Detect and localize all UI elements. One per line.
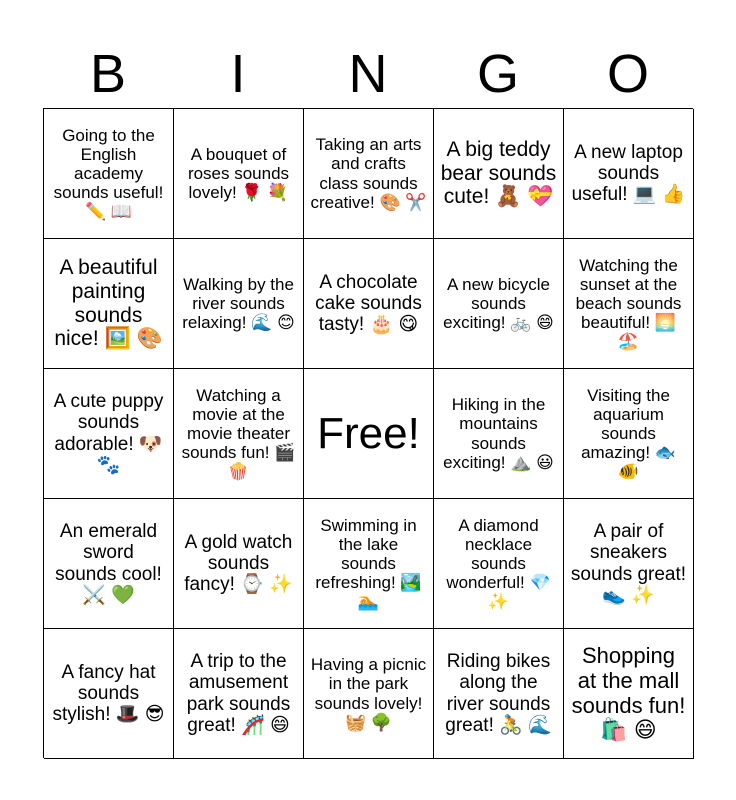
bingo-cell[interactable] [304, 499, 434, 629]
bingo-cell[interactable] [564, 239, 694, 369]
cell-text: A fancy hat sounds stylish! 🎩 😎 [52, 661, 165, 726]
cell-text: Watching a movie at the movie theater sounds fun! 🎬 🍿 [181, 385, 296, 482]
bingo-cell[interactable] [564, 499, 694, 629]
bingo-header [43, 40, 693, 108]
bingo-cell[interactable] [564, 369, 694, 499]
cell-text: A trip to the amusement park sounds great! 🎢 😄 [186, 650, 291, 736]
cell-text: A new laptop sounds useful! 💻 👍 [571, 141, 686, 206]
cell-text: Having a picnic in the park sounds lovely! 🧺 🌳 [310, 655, 427, 732]
cell-text: Riding bikes along the river sounds great! 🚴 🌊 [445, 650, 552, 736]
bingo-cell[interactable] [44, 629, 174, 759]
cell-text: A new bicycle sounds exciting! 🚲 😄 [443, 274, 554, 333]
cell-text: A chocolate cake sounds tasty! 🎂 😋 [315, 271, 422, 336]
bingo-board [43, 108, 693, 758]
cell-text: Taking an arts and crafts class sounds creative! 🎨 ✂️ [310, 135, 427, 212]
bingo-cell[interactable] [174, 369, 304, 499]
bingo-cell[interactable] [434, 629, 564, 759]
cell-text: A pair of sneakers sounds great! 👟 ✨ [570, 520, 687, 606]
bingo-cell[interactable] [304, 629, 434, 759]
bingo-cell[interactable] [434, 499, 564, 629]
bingo-cell[interactable] [44, 369, 174, 499]
header-letter-b: B [89, 44, 127, 104]
bingo-cell[interactable] [174, 239, 304, 369]
header-letter-i: I [230, 44, 246, 104]
cell-text: An emerald sword sounds cool! ⚔️ 💚 [55, 520, 162, 606]
bingo-cell[interactable] [304, 109, 434, 239]
bingo-cell[interactable] [434, 239, 564, 369]
cell-text: Shopping at the mall sounds fun! 🛍️ 😄 [571, 643, 686, 743]
header-letter-n: N [348, 44, 388, 104]
bingo-cell[interactable] [434, 369, 564, 499]
cell-text: Hiking in the mountains sounds exciting! ⛰️ 😃 [443, 395, 554, 472]
cell-text: A diamond necklace sounds wonderful! 💎 ✨ [446, 515, 551, 612]
cell-text: A big teddy bear sounds cute! 🧸 💝 [440, 138, 557, 209]
bingo-cell[interactable] [174, 629, 304, 759]
bingo-cell[interactable] [434, 109, 564, 239]
free-space-cell[interactable] [304, 369, 434, 499]
bingo-cell[interactable] [44, 239, 174, 369]
header-letter-o: O [606, 44, 649, 104]
cell-text: Visiting the aquarium sounds amazing! 🐟 🐠 [581, 385, 676, 482]
bingo-cell[interactable] [304, 239, 434, 369]
bingo-cell[interactable] [564, 109, 694, 239]
cell-text: A cute puppy sounds adorable! 🐶 🐾 [53, 390, 164, 476]
cell-text: Going to the English academy sounds useful! ✏️ 📖 [53, 125, 164, 222]
cell-text: Swimming in the lake sounds refreshing! 🏞️ 🏊 [315, 515, 422, 612]
bingo-cell[interactable] [44, 499, 174, 629]
bingo-cell[interactable] [44, 109, 174, 239]
bingo-cell[interactable] [564, 629, 694, 759]
cell-text: A beautiful painting sounds nice! 🖼️ 🎨 [54, 256, 163, 351]
cell-text: Walking by the river sounds relaxing! 🌊 😊 [182, 274, 295, 333]
bingo-cell[interactable] [174, 109, 304, 239]
bingo-cell[interactable] [174, 499, 304, 629]
cell-text: A gold watch sounds fancy! ⌚ ✨ [184, 531, 293, 596]
header-letter-g: G [476, 44, 519, 104]
free-space-text: Free! [317, 408, 420, 458]
cell-text: Watching the sunset at the beach sounds beautiful! 🌅 🏖️ [575, 255, 682, 352]
cell-text: A bouquet of roses sounds lovely! 🌹 💐 [187, 144, 290, 203]
